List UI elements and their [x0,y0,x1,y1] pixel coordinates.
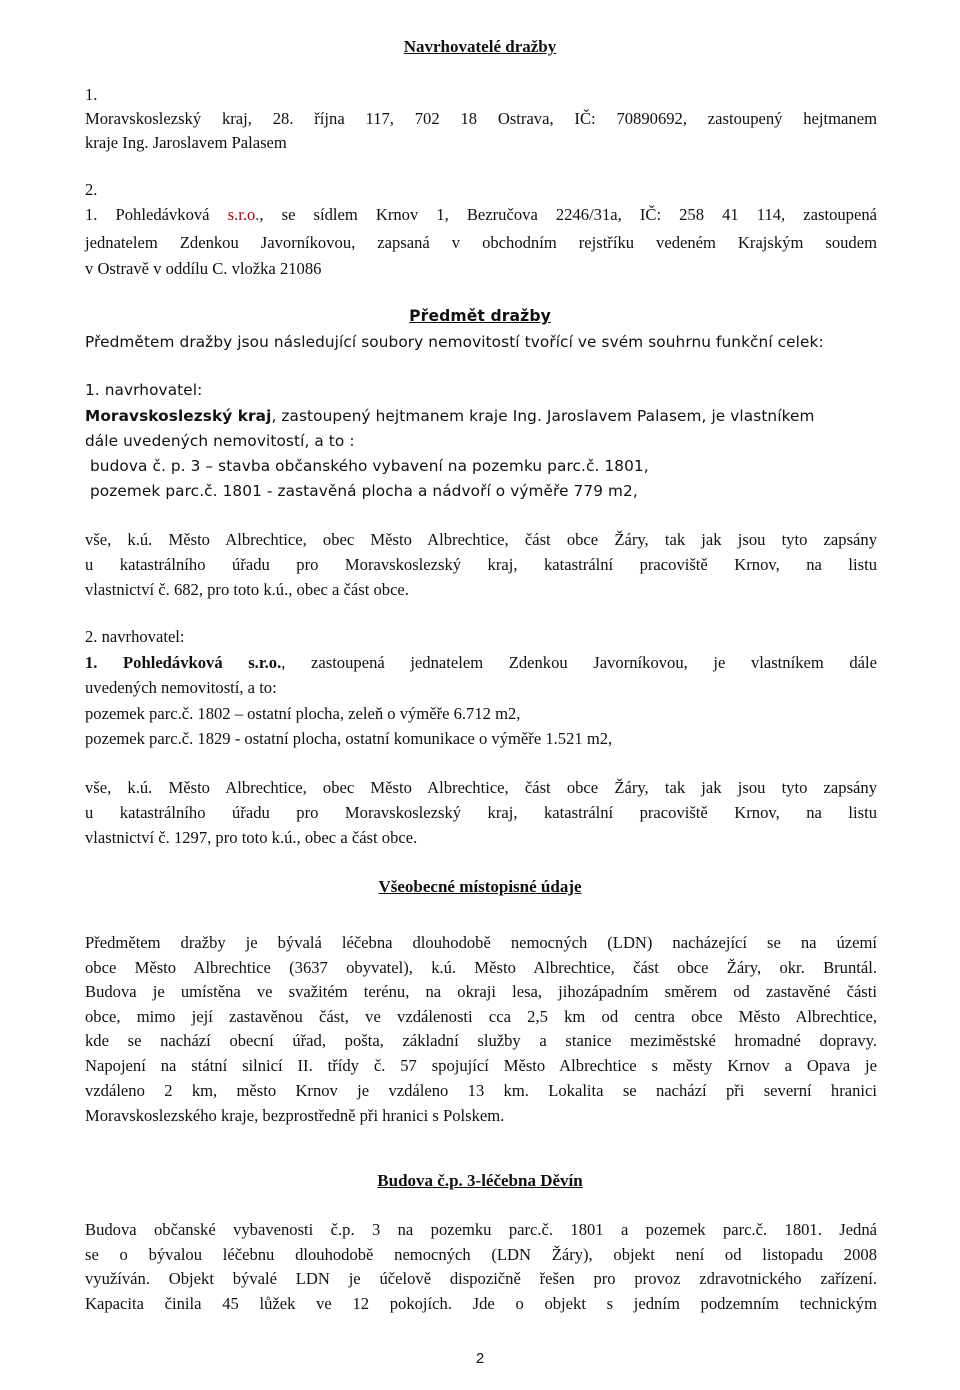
building-line: Budova občanské vybavenosti č.p. 3 na pozemku parc.č. 1801 a pozemek parc.č. 1801. Jedná [85,1220,877,1239]
location-line: Moravskoslezského kraje, bezprostředně při hranici s Polskem. [85,1106,505,1125]
proposer-2-line-2: jednatelem Zdenkou Javorníkovou, zapsaná v obchodním rejstříku vedeném Krajským soudem [85,233,877,252]
proposer-2-number: 2. [85,180,98,199]
building-line: Kapacita činila 45 lůžek ve 12 pokojích. Jde o objekt s jedním podzemním technickým [85,1294,877,1313]
proposer-1-cadastre-line-2: u katastrálního úřadu pro Moravskoslezský kraj, katastrální pracoviště Krnov, na listu [85,555,877,574]
location-line: Předmětem dražby je bývalá léčebna dlouhodobě nemocných (LDN) nacházející se na území [85,933,877,952]
subject-intro: Předmětem dražby jsou následující soubory nemovitostí tvořící ve svém souhrnu funkční celek: [85,333,824,351]
location-line: Napojení na státní silnicí II. třídy č. 57 spojující Město Albrechtice s městy Krnov a Opava je [85,1056,877,1075]
proposer-1-line-1: Moravskoslezský kraj, 28. října 117, 702 18 Ostrava, IČ: 70890692, zastoupený hejtmanem [85,109,877,128]
proposer-1-line-2: kraje Ing. Jaroslavem Palasem [85,133,287,152]
proposer-1-name: Moravskoslezský kraj [85,407,272,425]
page-number: 2 [475,1350,485,1367]
proposer-2-label: 2. navrhovatel: [85,627,185,646]
proposer-2-cadastre-line-2: u katastrálního úřadu pro Moravskoslezský kraj, katastrální pracoviště Krnov, na listu [85,803,877,822]
proposer-1-intro-line-1 [85,406,815,426]
proposer-2-line-1-rest: , se sídlem Krnov 1, Bezručova 2246/31a, IČ: 258 41 114, zastoupená [259,205,877,224]
proposer-2-intro-line-2: uvedených nemovitostí, a to: [85,678,277,697]
building-line: využíván. Objekt bývalé LDN je účelově dispozičně řešen pro provoz zdravotnického zařízení. [85,1269,877,1288]
building-line: se o bývalou léčebnu dlouhodobě nemocných (LDN Žáry), objekt není od listopadu 2008 [85,1245,877,1264]
proposer-1-number: 1. [85,85,98,104]
proposer-2-intro-rest: , zastoupená jednatelem Zdenkou Javorníkovou, je vlastníkem dále [281,653,877,672]
proposer-1-cadastre-line-1: vše, k.ú. Město Albrechtice, obec Město Albrechtice, část obce Žáry, tak jak jsou tyto zapsány [85,530,877,549]
proposer-2-line-1 [85,205,877,225]
location-line: obce, mimo její zastavěnou část, ve vzdálenosti cca 2,5 km od centra obce Město Albrechtice, [85,1007,877,1026]
section-title-location: Všeobecné místopisné údaje [378,877,582,896]
location-line: obce Město Albrechtice (3637 obyvatel), k.ú. Město Albrechtice, část obce Žáry, okr. Bruntál. [85,958,877,977]
proposer-2-name: 1. Pohledávková s.r.o. [85,653,282,672]
proposer-1-property-2: pozemek parc.č. 1801 - zastavěná plocha a nádvoří o výměře 779 m2, [90,482,638,500]
location-line: kde se nachází obecní úřad, pošta, základní služby a stanice meziměstské hromadné dopravy. [85,1031,877,1050]
proposer-1-intro-rest: , zastoupený hejtmanem kraje Ing. Jaroslavem Palasem, je vlastníkem [271,407,815,425]
proposer-2-cadastre-line-1: vše, k.ú. Město Albrechtice, obec Město Albrechtice, část obce Žáry, tak jak jsou tyto zapsány [85,778,877,797]
location-line: vzdáleno 2 km, město Krnov je vzdáleno 13 km. Lokalita se nachází při severní hranici [85,1081,877,1100]
section-title-proposers: Navrhovatelé dražby [403,37,557,56]
proposer-2-line-3: v Ostravě v oddílu C. vložka 21086 [85,259,322,278]
proposer-2-cadastre-line-3: vlastnictví č. 1297, pro toto k.ú., obec a část obce. [85,828,418,847]
location-line: Budova je umístěna ve svažitém terénu, na okraji lesa, jihozápadním směrem od zastavěné části [85,982,877,1001]
proposer-2-sro-link[interactable]: s.r.o. [227,205,260,224]
proposer-1-property-1: budova č. p. 3 – stavba občanského vybavení na pozemku parc.č. 1801, [90,457,649,475]
proposer-2-intro-line-1 [85,653,877,673]
proposer-1-label: 1. navrhovatel: [85,381,203,399]
section-title-subject: Předmět dražby [409,307,551,325]
section-title-building: Budova č.p. 3-léčebna Děvín [377,1171,583,1190]
proposer-2-prefix: 1. Pohledávková [85,205,228,224]
proposer-1-cadastre-line-3: vlastnictví č. 682, pro toto k.ú., obec a část obce. [85,580,409,599]
proposer-2-property-2: pozemek parc.č. 1829 - ostatní plocha, ostatní komunikace o výměře 1.521 m2, [85,729,613,748]
proposer-2-property-1: pozemek parc.č. 1802 – ostatní plocha, zeleň o výměře 6.712 m2, [85,704,521,723]
proposer-1-intro-line-2: dále uvedených nemovitostí, a to : [85,432,355,450]
